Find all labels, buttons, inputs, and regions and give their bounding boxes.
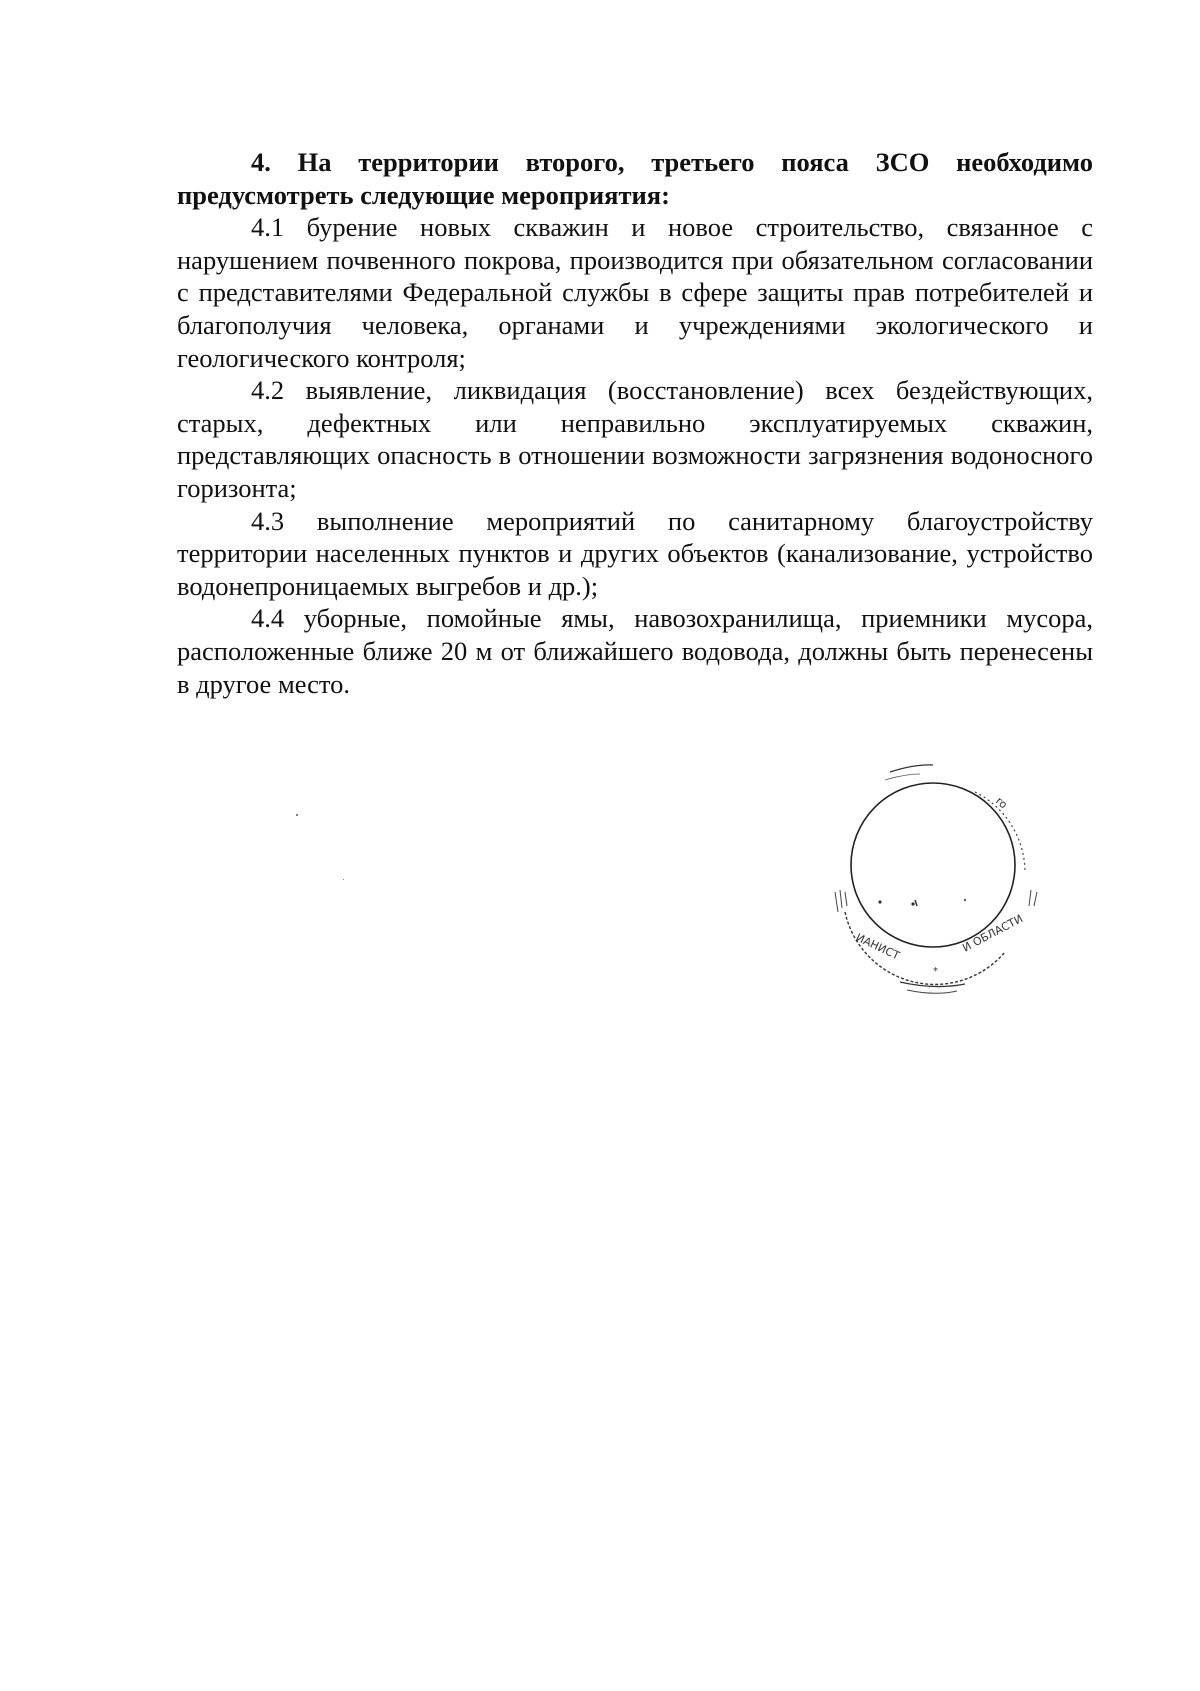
list-item-4-1: 4.1 бурение новых скважин и новое строительство, связанное с нарушением почвенного покрова, производится при обязательном согласовании с представителями Федеральной службы в сфере защиты прав потребителей и благополучия человека, органами и учреждениями экологического и геологического контроля; (177, 212, 1093, 373)
svg-text:ИАНИСТ: ИАНИСТ (853, 930, 902, 963)
svg-text:ro: ro (993, 794, 1010, 812)
list-item-4-2: 4.2 выявление, ликвидация (восстановление) всех бездействующих, старых, дефектных или неправильно эксплуатируемых скважин, представляющих опасность в отношении возможности загрязнения водоносного горизонта; (177, 375, 1093, 503)
scan-speck (296, 814, 298, 816)
svg-text:И ОБЛАСТИ: И ОБЛАСТИ (960, 912, 1026, 955)
scan-speck (343, 879, 344, 880)
round-seal-icon (815, 752, 1055, 1002)
list-item-4-3: 4.3 выполнение мероприятий по санитарному благоустройству территории населенных пунктов и других объектов (канализование, устройство водонепроницаемых выгребов и др.); (177, 505, 1093, 601)
list-item-4-4: 4.4 уборные, помойные ямы, навозохранилища, приемники мусора, расположенные ближе 20 м от ближайшего водовода, должны быть перенесены в другое место. (177, 603, 1093, 699)
svg-text:*: * (933, 966, 938, 977)
section-heading: 4. На территории второго, третьего пояса ЗСО необходимо предусмотреть следующие мероприятия: (177, 147, 1093, 210)
document-body (177, 146, 1093, 700)
